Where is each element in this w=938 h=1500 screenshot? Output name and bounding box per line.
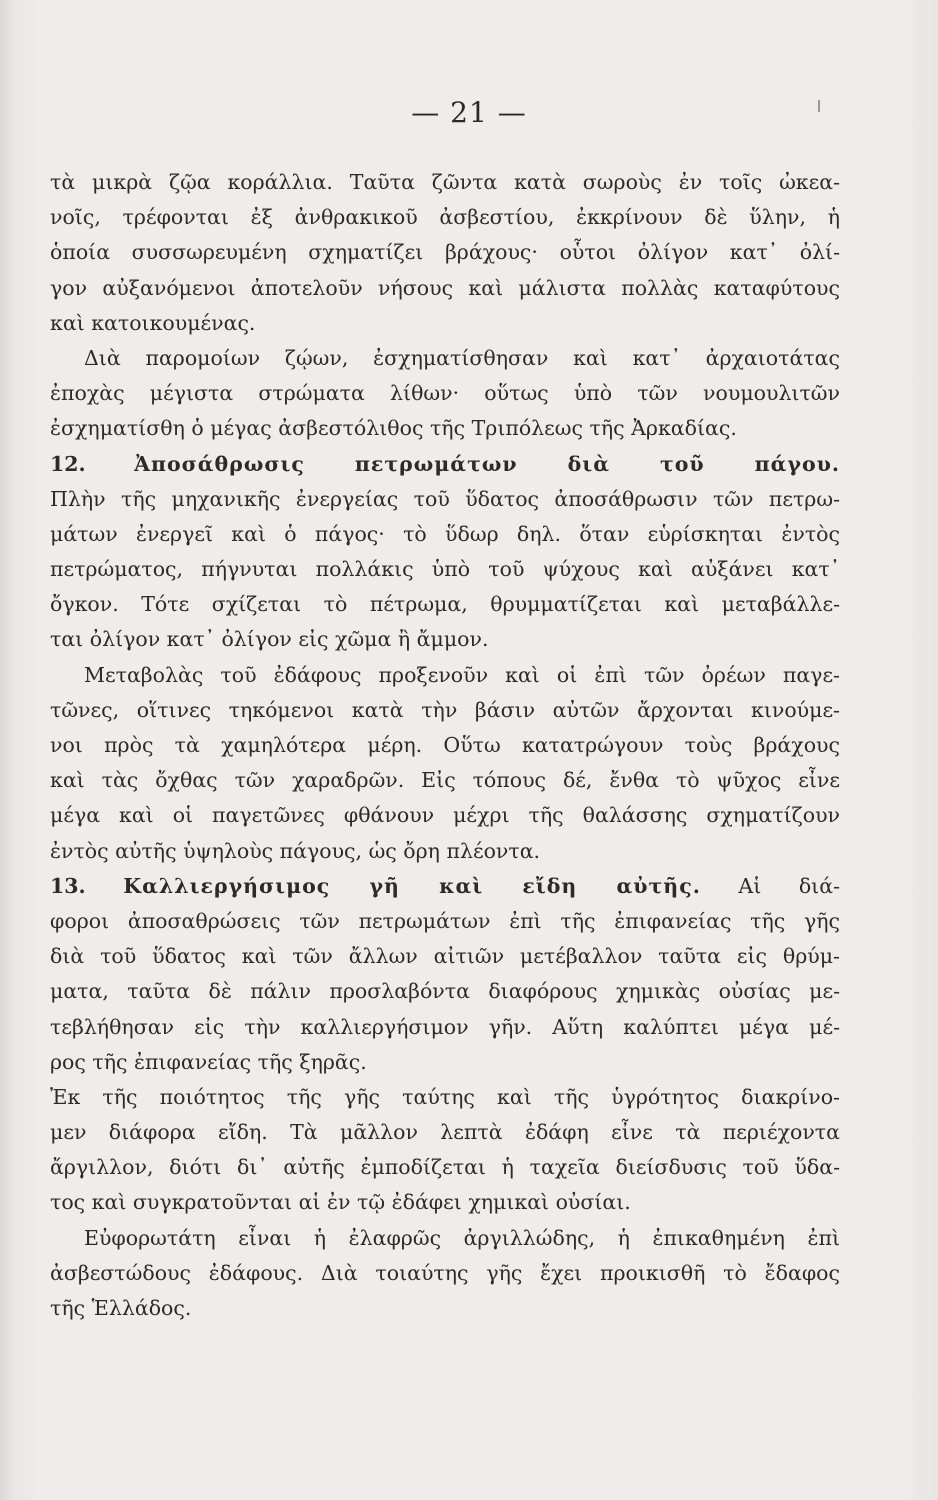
section-13-text (50, 904, 840, 1326)
text-line: ἄργιλλον, διότι δι᾿ αὐτῆς ἐμποδίζεται ἡ ταχεῖα διείσδυσις τοῦ ὕδα- (50, 1155, 840, 1180)
text-line: ἐποχὰς μέγιστα στρώματα λίθων· οὕτως ὑπὸ τῶν νουμουλιτῶν (50, 381, 840, 406)
text-line: Διὰ παρομοίων ζῴων, ἐσχηματίσθησαν καὶ κατ᾿ ἀρχαιοτάτας (84, 345, 840, 370)
text-line: ὁποία συσσωρευμένη σχηματίζει βράχους· οὗτοι ὀλίγον κατ᾿ ὀλί- (50, 240, 840, 265)
text-line: μάτων ἐνεργεῖ καὶ ὁ πάγος· τὸ ὕδωρ δηλ. ὅταν εὑρίσκηται ἐντὸς (50, 521, 840, 546)
text-line: Ἐκ τῆς ποιότητος τῆς γῆς ταύτης καὶ τῆς ὑγρότητος διακρίνο- (50, 1084, 840, 1109)
text-line: τος καὶ συγκρατοῦνται αἱ ἐν τῷ ἐδάφει χημικαὶ οὐσίαι. (50, 1190, 631, 1215)
page-number: — 21 — (411, 96, 527, 129)
section-12-text (50, 482, 840, 869)
text-line: φοροι ἀποσαθρώσεις τῶν πετρωμάτων ἐπὶ τῆς ἐπιφανείας τῆς γῆς (50, 908, 840, 933)
text-line: ἐσχηματίσθη ὁ μέγας ἀσβεστόλιθος τῆς Τριπόλεως τῆς Ἀρκαδίας. (50, 416, 737, 441)
text-line: ρος τῆς ἐπιφανείας τῆς ξηρᾶς. (50, 1049, 367, 1074)
text-line: τῶνες, οἵτινες τηκόμενοι κατὰ τὴν βάσιν αὐτῶν ἄρχονται κινούμε- (50, 697, 840, 722)
text-line: διὰ τοῦ ὕδατος καὶ τῶν ἄλλων αἰτιῶν μετέβαλλον ταῦτα εἰς θρύμ- (50, 944, 840, 969)
section-13-first-line-rest: Αἱ διά- (738, 873, 840, 898)
text-line: Πλὴν τῆς μηχανικῆς ἐνεργείας τοῦ ὕδατος ἀποσάθρωσιν τῶν πετρω- (50, 486, 840, 511)
text-line: τεβλήθησαν εἰς τὴν καλλιεργήσιμον γῆν. Αὕτη καλύπτει μέγα μέ- (50, 1014, 840, 1039)
text-line: ἐντὸς αὐτῆς ὑψηλοὺς πάγους, ὡς ὄρη πλέοντα. (50, 838, 541, 863)
section-12-title: Ἀποσάθρωσις πετρωμάτων διὰ τοῦ πάγου. (134, 451, 840, 476)
intro-paragraphs (50, 165, 840, 447)
text-line: ἀσβεστώδους ἐδάφους. Διὰ τοιαύτης γῆς ἔχει προικισθῆ τὸ ἔδαφος (50, 1260, 840, 1285)
section-13-heading (50, 869, 840, 904)
section-12-number: 12. (50, 451, 86, 476)
text-line: ματα, ταῦτα δὲ πάλιν προσλαβόντα διαφόρους χημικὰς οὐσίας με- (50, 979, 840, 1004)
text-line: γον αὐξανόμενοι ἀποτελοῦν νήσους καὶ μάλιστα πολλὰς καταφύτους (50, 275, 840, 300)
text-line: τῆς Ἑλλάδος. (50, 1296, 192, 1320)
text-line: ται ὀλίγον κατ᾿ ὀλίγον εἰς χῶμα ἢ ἄμμον. (50, 627, 489, 652)
text-line: ὄγκον. Τότε σχίζεται τὸ πέτρωμα, θρυμματίζεται καὶ μεταβάλλε- (50, 592, 840, 617)
text-line: νοι πρὸς τὰ χαμηλότερα μέρη. Οὕτω κατατρώγουν τοὺς βράχους (50, 733, 840, 757)
text-line: καὶ κατοικουμένας. (50, 310, 256, 335)
text-line: τὰ μικρὰ ζῷα κοράλλια. Ταῦτα ζῶντα κατὰ σωροὺς ἐν τοῖς ὠκεα- (50, 170, 840, 194)
section-12-heading (50, 447, 840, 482)
text-line: πετρώματος, πήγνυται πολλάκις ὑπὸ τοῦ ψύχους καὶ αὐξάνει κατ᾿ (50, 557, 840, 582)
text-line: νοῖς, τρέφονται ἐξ ἀνθρακικοῦ ἀσβεστίου, ἐκκρίνουν δὲ ὕλην, ἡ (50, 205, 840, 230)
text-line: καὶ τὰς ὄχθας τῶν χαραδρῶν. Εἰς τόπους δέ, ἔνθα τὸ ψῦχος εἶνε (50, 768, 840, 793)
text-line: Μεταβολὰς τοῦ ἐδάφους προξενοῦν καὶ οἱ ἐπὶ τῶν ὀρέων παγε- (84, 662, 840, 687)
text-line: μέγα καὶ οἱ παγετῶνες φθάνουν μέχρι τῆς θαλάσσης σχηματίζουν (50, 803, 840, 828)
text-line: Εὐφορωτάτη εἶναι ἡ ἐλαφρῶς ἀργιλλώδης, ἡ ἐπικαθημένη ἐπὶ (84, 1225, 840, 1250)
section-13-number: 13. (50, 873, 86, 898)
text-line: μεν διάφορα εἴδη. Τὰ μᾶλλον λεπτὰ ἐδάφη εἶνε τὰ περιέχοντα (50, 1120, 840, 1145)
section-13-title: Καλλιεργήσιμος γῆ καὶ εἴδη αὐτῆς. (123, 873, 701, 898)
body-text (50, 165, 840, 1326)
